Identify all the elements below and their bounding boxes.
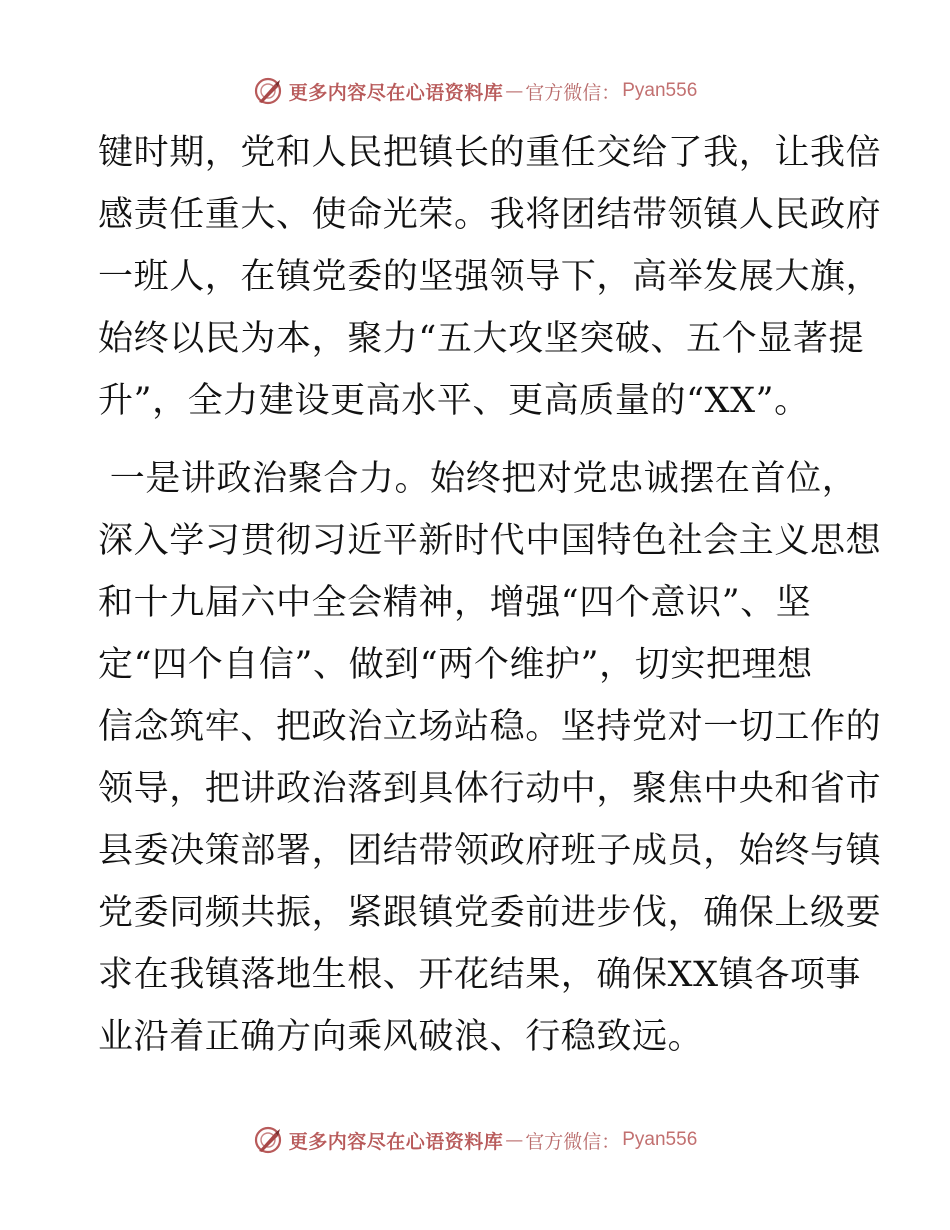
text-line: 一是讲政治聚合力。始终把对党忠诚摆在首位， (98, 459, 858, 499)
document-body (98, 122, 882, 1068)
text-line: 始终以民为本，聚力“五大攻坚突破、五个显著提 (98, 319, 865, 359)
text-line: 和十九届六中全会精神，增强“四个意识”、坚 (98, 583, 812, 623)
text-line: 求在我镇落地生根、开花结果，确保XX镇各项事 (98, 955, 862, 995)
text-line: 感责任重大、使命光荣。我将团结带领镇人民政府 (98, 195, 882, 235)
text-line: 键时期，党和人民把镇长的重任交给了我，让我倍 (98, 133, 882, 173)
header-wechat-id: Pyan556 (622, 80, 698, 101)
footer-dash: — (505, 1129, 524, 1151)
paragraph-1 (98, 122, 882, 432)
quill-seal-icon (253, 1125, 283, 1155)
text-line: 党委同频共振，紧跟镇党委前进步伐，确保上级要 (98, 893, 882, 933)
footer-wechat-id: Pyan556 (622, 1129, 698, 1150)
footer-slogan: 更多内容尽在心语资料库 (288, 1130, 504, 1153)
text-line: 领导，把讲政治落到具体行动中，聚焦中央和省市 (98, 769, 882, 809)
header-banner (0, 71, 950, 111)
header-slogan: 更多内容尽在心语资料库 (288, 81, 504, 104)
text-line: 升”，全力建设更高水平、更高质量的“XX”。 (98, 381, 810, 421)
header-dash: — (505, 80, 524, 102)
footer-banner (0, 1120, 950, 1160)
text-line: 县委决策部署，团结带领政府班子成员，始终与镇 (98, 831, 882, 871)
footer-wechat-label: 官方微信： (525, 1130, 621, 1153)
text-line: 信念筑牢、把政治立场站稳。坚持党对一切工作的 (98, 707, 882, 747)
paragraph-2 (98, 448, 882, 1068)
quill-seal-icon (253, 76, 283, 106)
header-wechat-label: 官方微信： (525, 81, 621, 104)
text-line: 定“四个自信”、做到“两个维护”，切实把理想 (98, 645, 813, 685)
text-line: 一班人，在镇党委的坚强领导下，高举发展大旗， (98, 257, 882, 297)
text-line: 深入学习贯彻习近平新时代中国特色社会主义思想 (98, 521, 882, 561)
text-line: 业沿着正确方向乘风破浪、行稳致远。 (98, 1017, 704, 1057)
